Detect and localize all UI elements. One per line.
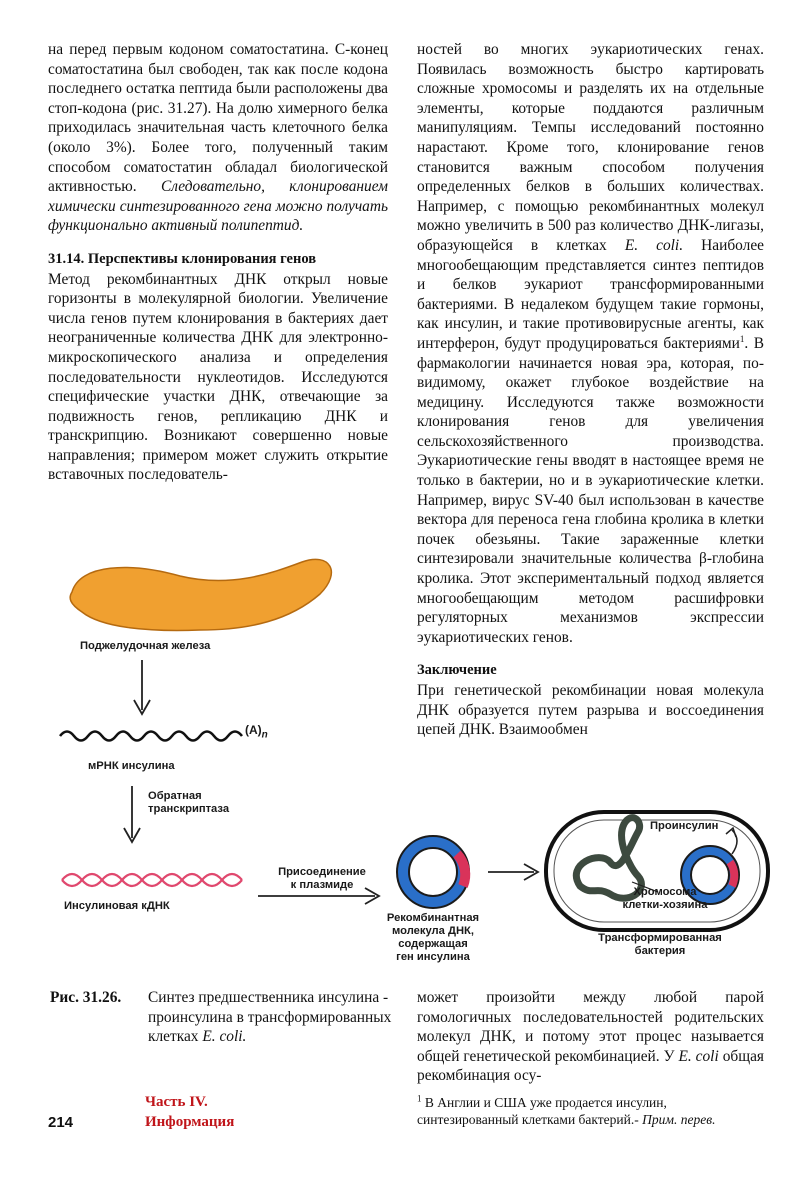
label-host-chromosome: Хромосома клетки-хозяина	[622, 886, 708, 911]
paragraph-continuation: может произойти между любой парой гомологичных последовательностей родительских молекул ДНК, и потому этот процес называется общей генетической рекомбинацией. У E. coli общая рекомбинация осу-	[417, 989, 764, 1085]
label-proinsulin: Проинсулин	[650, 820, 719, 832]
caption-label: Рис. 31.26.	[50, 989, 122, 1006]
label-cdna: Инсулиновая кДНК	[64, 900, 170, 912]
label-enzyme: Обратная транскриптаза	[148, 790, 230, 815]
mrna-wave	[60, 732, 242, 741]
pancreas-shape	[70, 559, 331, 630]
label-transformed-bacterium: Трансформированная бактерия	[598, 932, 722, 957]
italic-conclusion: Следовательно, клонированием химически синтезированного гена можно получать функционально активный полипептид.	[48, 178, 389, 235]
left-column	[48, 40, 388, 485]
label-mrna: мРНК инсулина	[88, 760, 175, 772]
paragraph: ностей во многих эукариотических генах. Появилась возможность быстро картировать сложные хромосомы и разделять их на отдельные элементы, которые поддаются различным манипуляциям. Темпы исследований постоянно нарастают. Кроме того, клонирование генов становится важным способом получения определенных белков в больших количествах. Например, с помощью рекомбинантных молекул можно увеличить в 500 раз количество ДНК-лигазы, образующейся в клетках E. coli. Наиболее многообещающим представляется синтез пептидов и белков эукариот трансформированными бактериями. В недалеком будущем такие гормоны, как инсулин, и такие противовирусные агенты, как интерферон, будут продуцироваться бактериями$^1$. В фармакологии начинается новая эра, которая, по-видимому, окажет глубокое воздействие на медицину. Исследуются также возможности клонирования генов для увеличения сельскохозяйственного производства. Эукариотические гены вводят в настоящее время не только в бактерии, но и в эукариотические клетки. Например, вирус SV-40 был использован в качестве вектора для переноса гена глобина кролика в клетки почек обезьяны. Такие зараженные клетки синтезировали значительные количества β-глобина кролика. Этот экспериментальный подход является многообещающим методом расшифровки регуляторных механизмов экспрессии эукариотических генов.	[417, 41, 764, 646]
label-recombinant: Рекомбинантная молекула ДНК, содержащая ген инсулина	[386, 912, 480, 963]
label-pancreas: Поджелудочная железа	[80, 640, 211, 652]
caption-text: Синтез предшественника инсулина - проинсулина в трансформированных клетках E. coli.	[148, 989, 392, 1046]
label-poly-a: $(A)_n$	[245, 723, 268, 741]
paragraph: При генетической рекомбинации новая молекула ДНК образуется путем разрыва и воссоединения цепей ДНК. Взаимообмен	[417, 682, 764, 739]
subheading-conclusion: Заключение	[417, 662, 497, 679]
page-number: 214	[48, 1114, 74, 1131]
footnote: $^1$ В Англии и США уже продается инсулин, синтезированный клетками бактерий.- Прим. перев.	[417, 1093, 716, 1127]
label-join-plasmid: Присоединение к плазмиде	[278, 866, 366, 891]
part-title: Часть IV. Информация	[145, 1094, 235, 1130]
footnote-ref: 1	[739, 333, 745, 344]
paragraph: Метод рекомбинантных ДНК открыл новые горизонты в молекулярной биологии. Увеличение числа генов путем клонирования в бактериях дает неограниченные количества ДНК для электронно-микроскопического анализа и определения последовательности нуклеотидов. Исследуются специфические участки ДНК, отвечающие за подвижность генов, репликацию ДНК и транскрипцию. Возникают совершенно новые направления; примером может служить открытие вставочных последователь-	[48, 270, 388, 484]
cdna-helix	[62, 874, 242, 886]
section-heading: 31.14. Перспективы клонирования генов	[48, 250, 317, 267]
figure-insulin-synthesis	[40, 550, 780, 980]
paragraph: на перед первым кодоном соматостатина. С-конец соматостатина был свободен, так как после кодона последнего остатка пептида были расположены два стоп-кодона (рис. 31.27). На долю химерного белка приходилась значительная часть клеточного белка (около 3%). Более того, полученный таким способом соматостатин обладал биологической активностью. Следовательно, клонированием химически синтезированного гена можно получать функционально активный полипептид.	[48, 41, 389, 235]
recombinant-plasmid	[403, 842, 465, 902]
